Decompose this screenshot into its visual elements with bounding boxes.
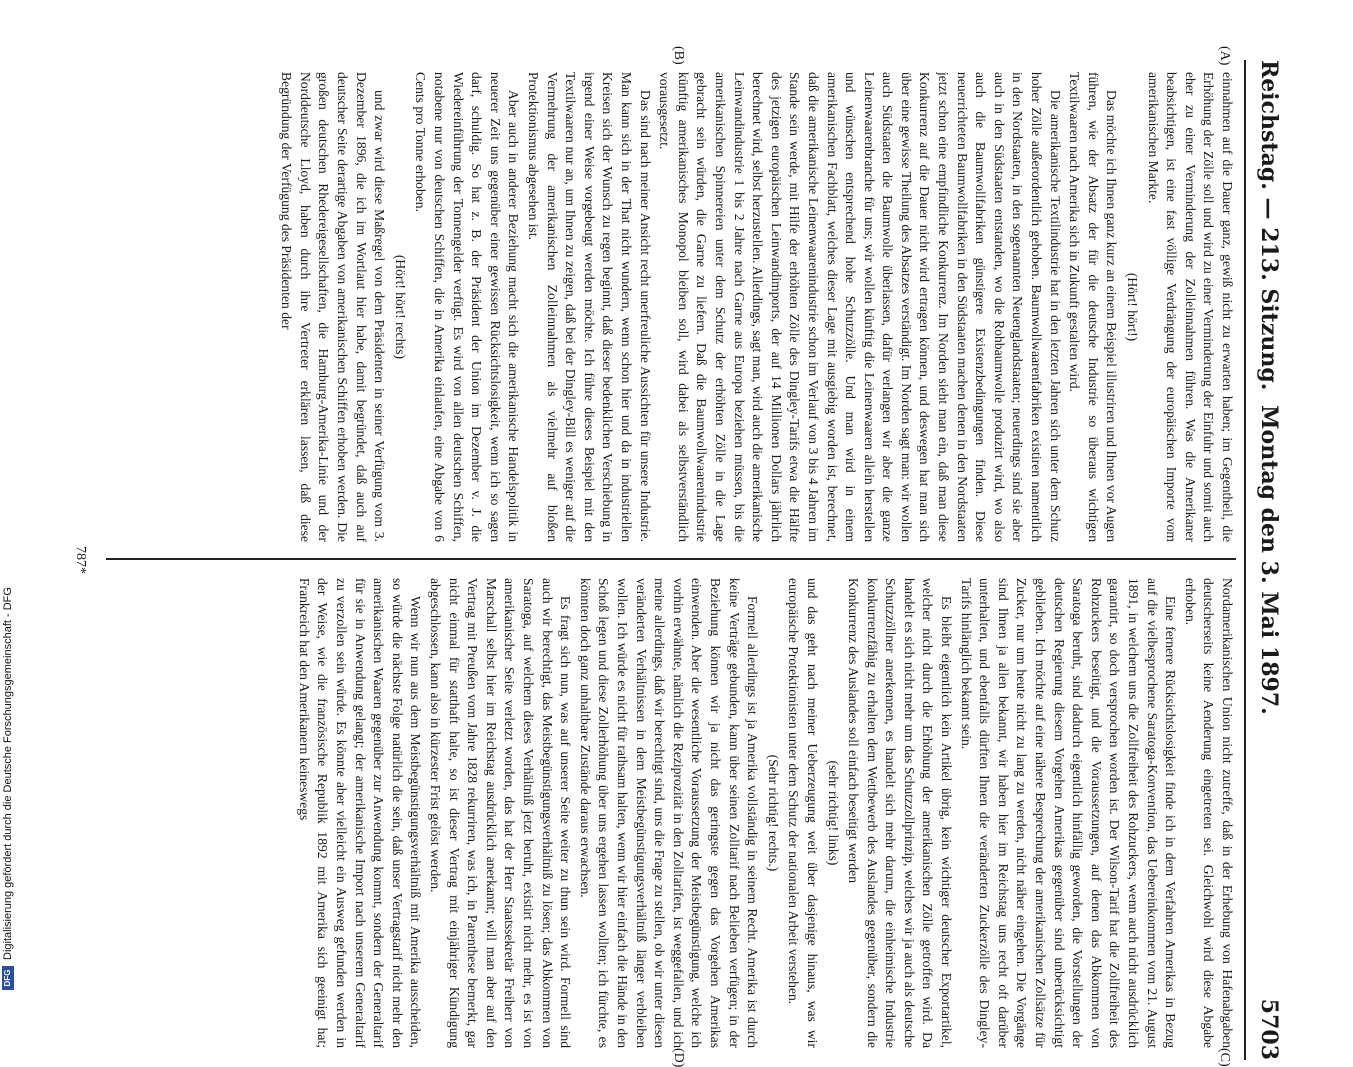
bottom-page-number: 787* xyxy=(73,546,88,574)
paragraph: Das möchte ich Ihnen ganz kurz an einem Beispiel illustriren und Ihnen vor Augen führen, wie der Absatz der für die deutsche Industrie so überaus wichtigen Textilwaaren nach Amerika sich in Zukunft gestalten wird. xyxy=(1067,72,1120,542)
paragraph: einnahmen auf die Dauer ganz, gewiß nicht zu erwarten haben; im Gegentheil, die Erhöhung der Zölle soll und wird zu einer Verminderung der Einfuhr und somit auch eher zu einer Verminderung der Zolleinnahmen führen. Was die Amerikaner beabsichtigen, ist eine fast völlige Verdrängung der europäischen Importe vom amerikanischen Markte. xyxy=(1145,72,1235,542)
rotated-page xyxy=(58,46,1288,1067)
header-session: Reichstag. — 213. Sitzung. xyxy=(1256,60,1282,391)
left-text-column xyxy=(106,72,1236,542)
margin-marker-a: (A) xyxy=(1217,46,1232,66)
paragraph: Wenn wir nun aus dem Meistbegünstigungsverhältniß mit Amerika ausscheiden, so würde die nächste Folge natürlich die sein, daß unser Vertragstarif nicht mehr den amerikanischen Waaren gegenüber zur Anwendung kommt, sondern der Generaltarif für sie in Anwendung gelangt; der amerikanische Import nach unserem Generaltarif zu verzollen sein würde. Es könnte aber vielleicht ein Ausweg gefunden werden in der Weise, wie die französische Republik 1892 mit Amerika sich geeinigt hat; Frankreich hat den Amerikanern keineswegs xyxy=(296,578,424,1048)
paragraph: Formell allerdings ist ja Amerika vollständig in seinem Recht. Amerika ist durch keine Verträge gebunden, kann über seinen Zolltarif nach Belieben verfügen; in der Beziehung können wir ja nicht das geringste gegen das Vorgehen Amerikas einwenden. Aber die wesentliche Voraussetzung der Meistbegünstigung, welche ich vorhin erwähnte, nämlich die Reziprozität in den Zolltarifen, ist weggefallen, und ich meine allerdings, daß wir berechtigt sind, uns die Frage zu stellen, ob wir unter diesen veränderten Verhältnissen in dem Meistbegünstigungsverhältniß länger verbleiben wollen. Ich würde es nicht für rathsam halten, wenn wir hier einfach die Hände in den Schoß legen und diese Zollerhöhung über uns ergehen lassen wollten; ich fürchte, es könnten doch ganz unhaltbare Zustände daraus erwachsen. xyxy=(577,578,761,1048)
interjection: (Hört! hört! rechts) xyxy=(392,254,408,360)
interjection: (sehr richtig! links) xyxy=(825,760,841,866)
dfg-logo: DFG xyxy=(2,966,14,990)
paragraph: und das geht nach meiner Ueberzeugung weit über dasjenige hinaus, was wir europäische Protektionisten unter dem Schutz der nationalen Arbeit verstehen. xyxy=(786,578,820,1048)
paragraph: Nordamerikanischen Union nicht zutreffe, daß in der Erhebung von Hafenabgaben deutscherseits keine Aenderung eingetreten sei. Gleichwohl wird diese Abgabe erhoben. xyxy=(1182,578,1235,1048)
margin-marker-d: (D) xyxy=(671,1048,686,1067)
paragraph: Die amerikanische Textilindustrie hat in den letzten Jahren sich unter dem Schutz hoher Zölle außerordentlich gehoben. Baumwollwaarenfabriken existiren namentlich in den Nordstaaten, in den sogenannten Neuenglandstaaten; neuerdings sind sie aber auch in den Südstaaten entstanden, wo die Rohbaumwolle produzirt wird, wo also auch die Baumwollfabriken günstigere Existenzbedingungen finden. Diese neuerrichteten Baumwollfabriken in den Südstaaten machen denen in den Nordstaaten jetzt schon eine empfindliche Konkurrenz. Im Norden sieht man ein, daß man diese Konkurrenz auf die Dauer nicht wird ertragen können, und deswegen hat man sich über eine gewisse Theilung des Absatzes verständigt. Im Norden sagt man: wir wollen auch Südstaaten die Baumwolle überlassen, dafür verlangen wir aber die ganze Leinenwaarenbranche für uns; wir wollen künftig die Leinenwaaren allein herstellen und wünschen entsprechend hohe Schutzzölle. Und man wird in einem amerikanischen Fachblatt, welches dieser Lage mit ausgiebig worden ist, berechnet, daß die amerikanische Leinenwaarenindustrie schon im Verlauf von 3 bis 4 Jahren im Stande sein werde, mit Hilfe der erhöhten Zölle des Dingley-Tarifs etwa die Hälfte des jetzigen europäischen Leinwandimports, der auf 14 Millionen Dollars jährlich berechnet wird, selbst herzustellen. Allerdings, sagt man, wird auch die amerikanische Leinwandindustrie 1 bis 2 Jahre nach Garne aus Europa beziehen müssen, bis die amerikanischen Spinnereien unter dem Schutz der erhöhten Zölle in die Lage gebracht sein würden, die Garne zu liefern. Daß die Baumwollwaarenindustrie künftig amerikanisches Monopol bleiben soll, wird dabei als selbstverständlich vorausgesetzt. xyxy=(657,72,1063,542)
page-header xyxy=(1244,60,1288,1060)
digitization-footer xyxy=(2,390,16,990)
margin-marker-c: (C) xyxy=(1217,1048,1232,1067)
column-divider xyxy=(106,558,1236,560)
paragraph: Es fragt sich nun, was auf unserer Seite weiter zu thun sein wird. Formell sind auch wir berechtigt, das Meistbegünstigungsverhältniß zu lösen; das Abkommen von Saratoga, auf welchem dieses Verhältniß jetzt beruht, existirt nicht mehr, es ist von amerikanischer Seite verletzt worden, das hat der Herr Staatssekretär Freiherr von Marschall selbst hier im Reichstag ausdrücklich anerkannt; will man aber auf den Vertrag mit Preußen vom Jahre 1828 rekurriren, was ich, in Parenthese bemerkt, gar nicht einmal für statthaft halte, so ist dieser Vertrag mit einjähriger Kündigung abgeschlossen, kann also in kürzester Frist gelöst werden. xyxy=(428,578,574,1048)
header-date: Montag den 3. Mai 1897. xyxy=(1256,405,1282,715)
right-text-column xyxy=(106,578,1236,1048)
paragraph: und zwar wird diese Maßregel von dem Präsidenten in seiner Verfügung vom 3. Dezember 1896, die ich im Wortlaut hier habe, damit begründet, daß auch auf deutscher Seite derartige Abgaben von amerikanischen Schiffen erhoben werden. Die großen deutschen Rhedereigesellschaften, die Hamburg-Amerika-Linie und der Norddeutsche Lloyd, haben durch ihre Vertreter erklären lassen, daß diese Begründung der Verfügung des Präsidenten der xyxy=(279,72,388,542)
footer-text: Digitalisierung gefördert durch die Deutsche Forschungsgemeinschaft - DFG xyxy=(2,587,14,960)
interjection: (Sehr richtig! rechts.) xyxy=(765,754,781,872)
paragraph: Eine fernere Rücksichtslosigkeit finde ich in dem Verfahren Amerikas in Bezug auf die vielbesprochene Saratoga-Konvention, das Uebereinkommen vom 21. August 1891, in welchem uns die Zollfreiheit des Rohzuckers, wenn auch nicht ausdrücklich garantirt, so doch versprochen worden ist. Der Wilson-Tarif hat die Zollfreiheit des Rohzuckers beseitigt, und die Voraussetzungen, auf denen das Abkommen von Saratoga beruht, sind dadurch eigentlich hinfällig geworden, die Vorstellungen der deutschen Regierung diesem Vorgehen Amerikas gegenüber sind unberücksichtigt geblieben. Ich möchte auf eine nähere Besprechung der amerikanischen Zollsätze für Zucker, nur um heute nicht zu lang zu werden, nicht näher eingehen. Die Vorgänge sind Ihnen ja allen bekannt, wir haben hier im Reichstag uns recht oft darüber unterhalten, und ebenfalls dürften Ihnen die veränderten Zuckerzölle des Dingley-Tarifs hinlänglich bekannt sein. xyxy=(958,578,1179,1048)
margin-marker-b: (B) xyxy=(671,46,686,65)
interjection: (Hört! hört!) xyxy=(1125,272,1141,342)
header-page-number: 5703 xyxy=(1256,998,1282,1060)
paragraph: Das sind nach meiner Ansicht recht unerfreuliche Aussichten für unsere Industrie. Man kann sich in der That nicht wundern, wenn schon hier und da in industriellen Kreisen sich der Wunsch zu regen beginnt, daß dieser bedenklichen Verschiebung in irgend einer Weise vorgebeugt werden möchte. Ich führe dieses Beispiel mit den Textilwaaren nur an, um Ihnen zu zeigen, daß bei der Dingley-Bill es weniger auf die Vermehrung der amerikanischen Zolleinnahmen als vielmehr auf bloßen Protektionismus abgesehen ist. xyxy=(526,72,653,542)
paragraph: Es bleibt eigentlich kein Artikel übrig, kein wichtiger deutscher Exportartikel, welcher nicht durch die Erhöhung der amerikanischen Zölle getroffen wird. Da handelt es sich nicht mehr um das Schutzzollprinzip, welches wir ja auch als deutsche Schutzzöllner anerkennen, es handelt sich mehr darum, die einheimische Industrie konkurrenzfähig zu erhalten dem Wettbewerb des Auslandes gegenüber, sondern die Konkurrenz des Auslandes soll einfach beseitigt werden xyxy=(846,578,955,1048)
paragraph: Aber auch in anderer Beziehung macht sich die amerikanische Handelspolitik in neuerer Zeit uns gegenüber einer gewissen Rücksichtslosigkeit, wenn ich so sagen darf, schuldig. So hat z. B. der Präsident der Union im Dezember v. J. die Wiedereinführung der Tonnengelder verfügt. Es wird von allen deutschen Schiffen, notabene nur von deutschen Schiffen, die in Amerika einlaufen, eine Abgabe von 6 Cents pro Tonne erhoben. xyxy=(413,72,522,542)
